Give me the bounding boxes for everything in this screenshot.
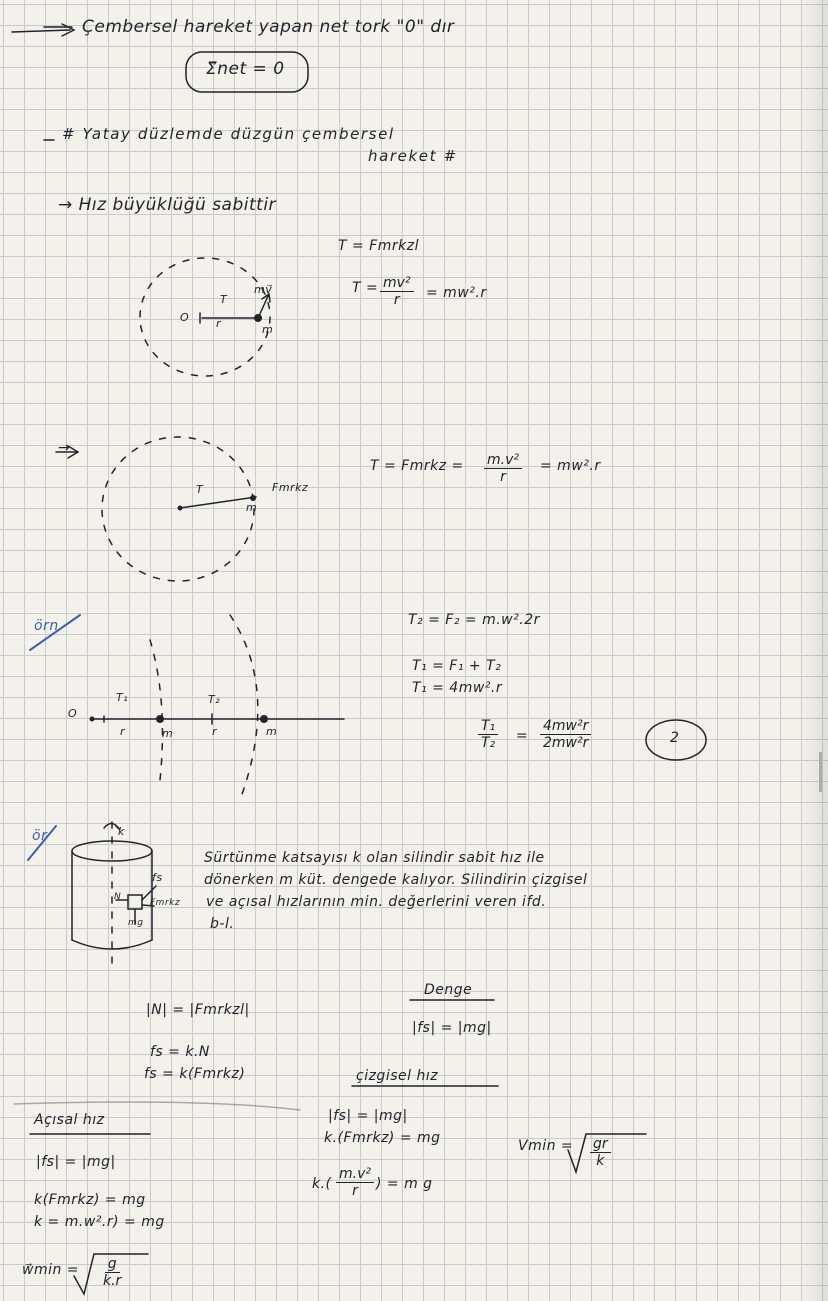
eq-t1-b: T₁ = 4mw².r <box>412 680 503 696</box>
eq-t-mv2-prefix: T = <box>352 280 379 296</box>
fig2-m-label: m <box>246 501 258 514</box>
fig3-m1-label: m <box>162 727 174 740</box>
ratio-rhs-den: 2mw²r <box>543 735 589 751</box>
cizgisel-eq3-prefix: k.( <box>312 1176 332 1192</box>
ratio-rhs-num: 4mw²r <box>540 718 591 735</box>
cizgisel-eq3-fraction <box>336 1166 374 1199</box>
cizgisel-eq3-suffix: ) = m g <box>376 1176 433 1192</box>
fig4-mg-label: mg <box>128 918 144 928</box>
wmin-num: g <box>105 1256 120 1273</box>
vmin-den: k <box>596 1153 605 1169</box>
ratio-num: T₁ <box>478 718 498 735</box>
eq2-fraction <box>484 452 522 485</box>
fig3-r2-label: r <box>212 725 218 738</box>
eq2-den: r <box>500 469 506 485</box>
acisal-eq1: |fs| = |mg| <box>36 1154 116 1170</box>
problem-line2: dönerken m küt. dengede kalıyor. Silindirin çizgisel <box>204 872 588 888</box>
fig1-t-label: T <box>220 293 228 306</box>
fig3-t1-label: T₁ <box>116 691 129 704</box>
fig3-o-label: O <box>68 707 78 720</box>
denge-eq: |fs| = |mg| <box>412 1020 492 1036</box>
problem-line3: ve açısal hızlarının min. değerlerini veren ifd. <box>206 894 547 910</box>
fig3-t2-label: T₂ <box>208 693 221 706</box>
vmin-fraction <box>590 1136 611 1169</box>
fig1-r-label: r <box>216 317 222 330</box>
intro-arrow-icon <box>12 24 74 36</box>
example-label: örn <box>34 618 59 634</box>
speed-note: → Hız büyüklüğü sabittir <box>58 195 277 215</box>
figure-circle-2 <box>102 437 256 581</box>
figure-circle-1 <box>140 258 273 376</box>
eq2-num: m.v² <box>484 452 522 469</box>
acisal-eq3: k = m.w².r) = mg <box>34 1214 165 1230</box>
cizgisel-title: çizgisel hız <box>356 1068 439 1084</box>
wmin-den: k.r <box>103 1273 122 1289</box>
intro-line: Çembersel hareket yapan net tork "0" dır <box>82 17 455 37</box>
eq-t-mv2-num: mv² <box>380 275 414 292</box>
fig1-mv-label: mv⃗ <box>254 283 273 296</box>
ratio-eq: = <box>516 728 529 744</box>
boxed-formula: Σ⃗net = 0 <box>206 59 285 79</box>
eq2-suffix: = mw².r <box>540 458 601 474</box>
eq-t-mw2r: = mw².r <box>426 285 487 301</box>
fig2-t-label: T <box>196 483 204 496</box>
wmin-label: w⃗min = <box>22 1262 80 1278</box>
acisal-eq2: k(Fmrkz) = mg <box>34 1192 146 1208</box>
eq-fs2: fs = k(Fmrkz) <box>144 1066 246 1082</box>
eq-t1-a: T₁ = F₁ + T₂ <box>412 658 502 674</box>
eq-n: |N| = |Fmrkzl| <box>146 1002 250 1018</box>
divider-line <box>14 1102 300 1110</box>
wmin-fraction <box>100 1256 124 1289</box>
acisal-title: Açısal hız <box>34 1112 105 1128</box>
eq-t2: T₂ = F₂ = m.w².2r <box>408 612 540 628</box>
ratio-den: T₂ <box>481 735 496 751</box>
problem-line1: Sürtünme katsayısı k olan silindir sabit hız ile <box>204 850 545 866</box>
fig3-r1-label: r <box>120 725 126 738</box>
fig2-fmrkz-label: Fmrkz <box>272 481 309 494</box>
eq-t-mv2-fraction <box>380 275 414 308</box>
cizgisel-eq1: |fs| = |mg| <box>328 1108 408 1124</box>
problem-line4: b-l. <box>210 916 235 932</box>
denge-title: Denge <box>424 982 473 998</box>
ratio-rhs-fraction <box>540 718 591 751</box>
fig4-fmrkz-label: Fmrkz <box>150 898 181 908</box>
eq2-prefix: T = Fmrkz = <box>370 458 464 474</box>
edge-mark <box>819 752 822 792</box>
eq-fs1: fs = k.N <box>150 1044 210 1060</box>
fig4-n-label: N <box>114 892 122 902</box>
eq-t-center: T = Fmrkzl <box>338 238 419 254</box>
ratio-fraction <box>478 718 498 751</box>
fig1-o-label: O <box>180 311 190 324</box>
fig4-k-label: k <box>118 825 125 838</box>
vmin-num: gr <box>590 1136 611 1153</box>
fig3-m2-label: m <box>266 725 278 738</box>
fig1-m-label: m <box>262 323 274 336</box>
section-title-line1: # Yatay düzlemde düzgün çembersel <box>62 125 395 143</box>
example2-label: ör <box>32 828 48 844</box>
fig4-fs-label: fs <box>152 871 163 884</box>
cizgisel-eq3-den: r <box>352 1183 358 1199</box>
arrow-mark: → <box>58 440 71 456</box>
cizgisel-eq2: k.(Fmrkz) = mg <box>324 1130 441 1146</box>
vmin-label: Vmin = <box>518 1138 574 1154</box>
figure-two-masses <box>90 615 345 800</box>
cizgisel-eq3-num: m.v² <box>336 1166 374 1183</box>
eq-t-mv2-den: r <box>393 292 400 308</box>
section-title-line2: hareket # <box>368 147 458 165</box>
ratio-answer: 2 <box>670 730 680 746</box>
